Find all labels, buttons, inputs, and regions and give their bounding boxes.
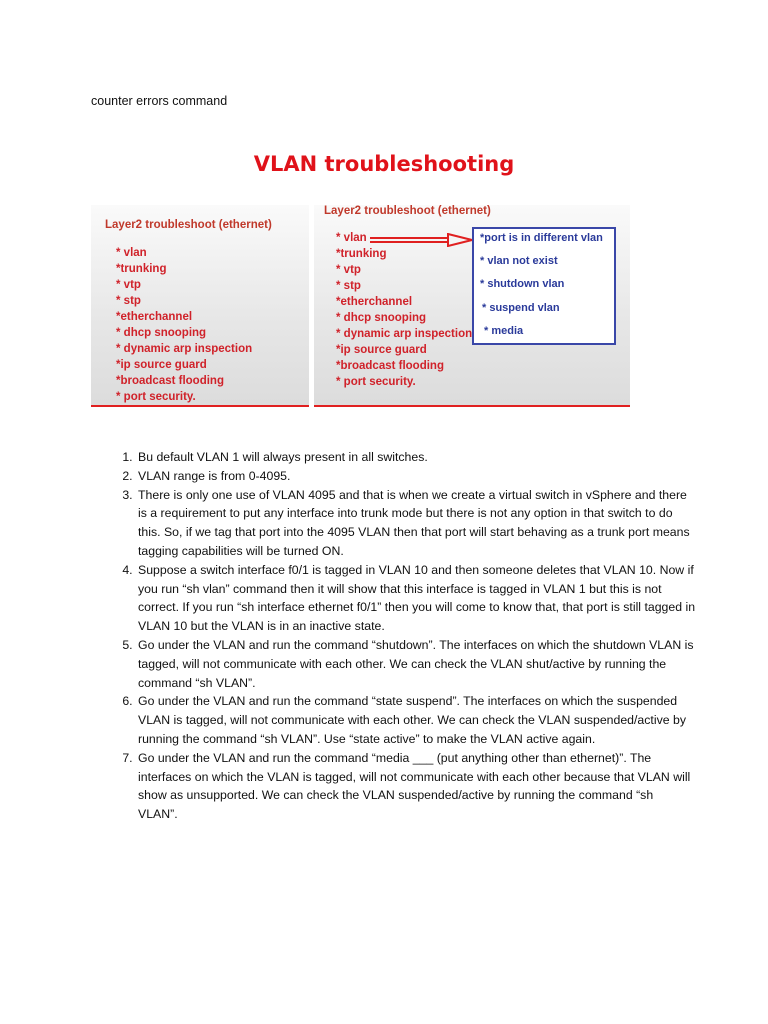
left-panel-list xyxy=(116,245,252,405)
box-item: * vlan not exist xyxy=(480,255,558,267)
left-panel-item: *etherchannel xyxy=(116,311,193,323)
right-panel-item: *broadcast flooding xyxy=(336,360,444,372)
left-panel-item: *broadcast flooding xyxy=(116,375,224,387)
list-item: 5. Go under the VLAN and run the command “shutdown”. The interfaces on which the shutdown VLAN is tagged, will not communicate with each other. We can check the VLAN shut/active by running the command “sh VLAN”. xyxy=(136,636,696,692)
left-panel-title: Layer2 troubleshoot (ethernet) xyxy=(105,219,272,231)
right-panel-item: * vtp xyxy=(336,264,361,276)
right-panel-item: * dynamic arp inspection xyxy=(336,328,473,340)
right-panel-item: * vlan xyxy=(336,232,367,244)
right-panel-item: *trunking xyxy=(336,248,387,260)
list-item: 4. Suppose a switch interface f0/1 is tagged in VLAN 10 and then someone deletes that VLAN 10. Now if you run “sh vlan” command then it will show that this interface is tagged in VLAN 1 but this is not correct. If you run “sh interface ethernet f0/1” then you will come to know that, that port is still tagged in VLAN 10 but the VLAN is in an inactive state. xyxy=(136,561,696,636)
left-panel-item: * vtp xyxy=(116,279,141,291)
page-title: VLAN troubleshooting xyxy=(253,152,515,176)
left-panel-item: * stp xyxy=(116,295,141,307)
list-item: 6. Go under the VLAN and run the command “state suspend”. The interfaces on which the suspended VLAN is tagged, will not communicate with each other. We can check the VLAN suspended/active by running the command “sh VLAN”. Use “state active” to make the VLAN active again. xyxy=(136,692,696,748)
list-item: 3. There is only one use of VLAN 4095 and that is when we create a virtual switch in vSphere and there is a requirement to put any interface into trunk mode but there is not any option in that switch to do this. So, if we tag that port into the 4095 VLAN then that port will start behaving as a trunk port means tagging capabilities will be turned ON. xyxy=(136,486,696,561)
box-item: * media xyxy=(484,325,524,337)
left-panel-item: *ip source guard xyxy=(116,359,207,371)
left-panel-item: * dynamic arp inspection xyxy=(116,343,253,355)
right-panel-list xyxy=(336,230,472,390)
right-panel-item: * stp xyxy=(336,280,361,292)
left-panel-item: *trunking xyxy=(116,263,167,275)
left-panel-item: * port security. xyxy=(116,391,196,403)
left-panel-item: * vlan xyxy=(116,247,147,259)
left-panel-item: * dhcp snooping xyxy=(116,327,207,339)
header-text: counter errors command xyxy=(91,94,228,108)
right-panel-title: Layer2 troubleshoot (ethernet) xyxy=(324,205,491,217)
list-item: 2. VLAN range is from 0-4095. xyxy=(136,467,696,486)
arrow-right-icon xyxy=(370,233,474,247)
box-item: * shutdown vlan xyxy=(480,278,565,290)
right-image-panel xyxy=(314,205,630,407)
left-image-panel xyxy=(91,205,309,407)
list-item: 1. Bu default VLAN 1 will always present in all switches. xyxy=(136,448,696,467)
list-item: 7. Go under the VLAN and run the command “media ___ (put anything other than ethernet)”. The interfaces on which the VLAN is tagged, will not communicate with each other because that VLAN will show as unsupported. We can check the VLAN suspended/active by running the command “sh VLAN”. xyxy=(136,749,696,824)
notes-list xyxy=(96,448,696,824)
right-panel-item: *ip source guard xyxy=(336,344,427,356)
right-panel-item: * port security. xyxy=(336,376,416,388)
box-item: * suspend vlan xyxy=(482,302,560,314)
right-panel-item: *etherchannel xyxy=(336,296,413,308)
box-item: *port is in different vlan xyxy=(480,232,603,244)
causes-box xyxy=(472,227,616,345)
right-panel-item: * dhcp snooping xyxy=(336,312,427,324)
